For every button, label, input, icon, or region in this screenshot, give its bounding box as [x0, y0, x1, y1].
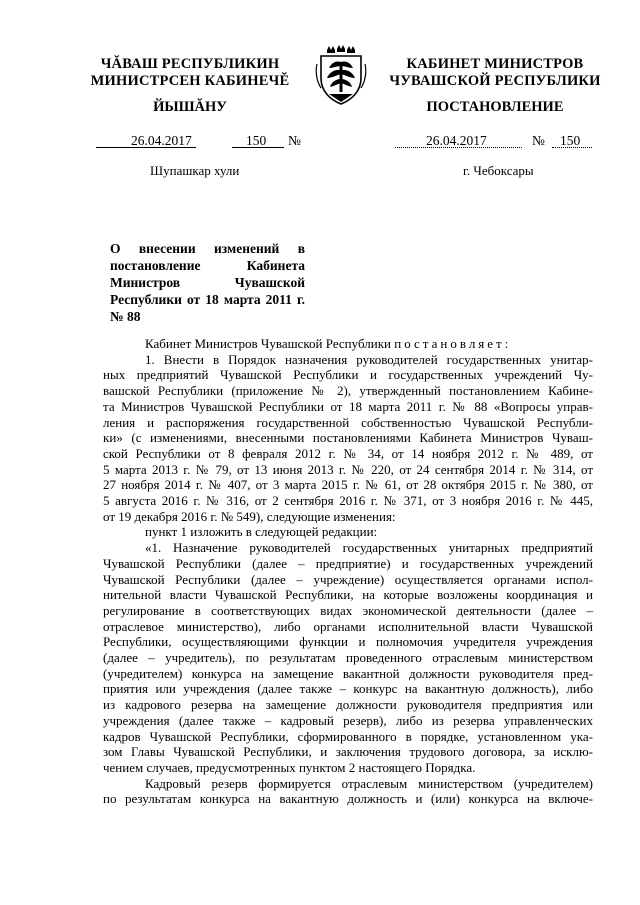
left-number: 150	[246, 133, 267, 148]
doc-type-left: ЙЫШĂНУ	[153, 99, 227, 115]
text-line: регулирование в соответствующих видах экономической деятельности (далее –	[103, 602, 593, 618]
text-line: из кадрового резерва на замещение должности руководителя предприятия или	[103, 697, 593, 713]
text-line: отраслевое министерство), либо органами исполнительной власти Чувашской	[103, 618, 593, 634]
left-date: 26.04.2017	[131, 133, 192, 148]
text-line: 27 ноября 2014 г. № 407, от 3 марта 2015 г. № 61, от 28 октября 2015 г. № 380, от	[103, 477, 593, 493]
right-number-sign: №	[532, 133, 545, 148]
left-number-sign: №	[288, 133, 301, 148]
chuvash-coat-of-arms-icon	[315, 44, 367, 108]
text-line: зом Главы Чувашской Республики, и заключения трудового договора, за исклю-	[103, 744, 593, 760]
paragraph-2: пункт 1 изложить в следующей редакции:	[145, 524, 378, 540]
text-line: приятия или учреждения (далее также – конкурс на вакантную должность), либо	[103, 681, 593, 697]
right-number: 150	[560, 133, 581, 148]
text-line: 5 марта 2013 г. № 79, от 13 июня 2013 г. № 220, от 24 сентября 2014 г. № 314, от	[103, 461, 593, 477]
text-line: вашской Республики (приложение № 2), утвержденный постановлением Кабине-	[103, 383, 593, 399]
left-number-underline	[232, 147, 284, 148]
text-line: (далее – учредитель), по результатам проведенного отраслевым министерством	[103, 650, 593, 666]
left-date-underline	[96, 147, 196, 148]
preamble-postanovlyaet: постановляет:	[394, 336, 512, 351]
text-line: ки» (с изменениями, внесенными постановлениями Кабинета Министров Чуваш-	[103, 430, 593, 446]
header-left-line1: ЧĂВАШ РЕСПУБЛИКИН	[100, 56, 280, 72]
right-date: 26.04.2017	[426, 133, 487, 148]
preamble-text: Кабинет Министров Чувашской Республики	[145, 336, 391, 351]
header-right	[380, 56, 610, 90]
text-line: (учредителем) конкурса на замещение вакантной должности руководителя пред-	[103, 665, 593, 681]
header-right-line2: ЧУВАШСКОЙ РЕСПУБЛИКИ	[389, 73, 601, 89]
header-left-line2: МИНИСТРСЕН КАБИНЕЧĔ	[90, 73, 290, 89]
text-line: по результатам конкурса на вакантную должность и (или) конкурса на включе-	[103, 791, 593, 807]
text-line: 5 августа 2016 г. № 316, от 2 сентября 2016 г. № 371, от 3 ноября 2016 г. № 445,	[103, 493, 593, 509]
dateline	[0, 133, 640, 151]
text-line: Чувашской Республики (далее – предприятие) и государственных учреждений	[103, 555, 593, 571]
text-line: нительной власти Чувашской Республики, на которые возложены координация и	[103, 587, 593, 603]
text-line: 1. Внести в Порядок назначения руководителей государственных унитар-	[145, 351, 593, 367]
text-line: кадров Чувашской Республики, сформированного в порядке, установленном ука-	[103, 728, 593, 744]
paragraph-1	[103, 352, 593, 525]
doc-type-right: ПОСТАНОВЛЕНИЕ	[426, 99, 564, 115]
document-body	[103, 336, 593, 807]
city-left: Шупашкар хули	[150, 163, 240, 178]
text-line: Кадровый резерв формируется отраслевым министерством (учредителем)	[145, 775, 593, 791]
header-left	[85, 56, 295, 90]
paragraph-4	[103, 776, 593, 807]
paragraph-3	[103, 540, 593, 776]
text-line: ных предприятий Чувашской Республики и государственных учреждений Чу-	[103, 367, 593, 383]
text-line: чением случаев, предусмотренных пунктом 2 настоящего Порядка.	[103, 759, 476, 775]
right-number-underline	[552, 147, 592, 148]
paragraph-preamble	[103, 336, 593, 352]
text-line: Чувашской Республики (далее – учреждение) осуществляется органами испол-	[103, 571, 593, 587]
document-title: О внесении изменений в постановление Кабинета Министров Чувашской Республики от 18 марта 2011 г. № 88	[110, 241, 305, 324]
header-right-line1: КАБИНЕТ МИНИСТРОВ	[406, 56, 584, 72]
right-date-underline	[395, 147, 522, 148]
text-line: Республики, осуществляющими функции и полномочия учредителя учреждения	[103, 634, 593, 650]
text-line: учреждения (далее также – кадровый резерв), либо из резерва управленческих	[103, 712, 593, 728]
text-line: ления и распоряжения государственной собственностью Чувашской Республи-	[103, 414, 593, 430]
text-line: «1. Назначение руководителей государственных унитарных предприятий	[145, 540, 593, 556]
text-line: та Министров Чувашской Республики от 18 марта 2011 г. № 88 «Вопросы управ-	[103, 398, 593, 414]
text-line: ской Республики от 8 февраля 2012 г. № 34, от 14 ноября 2012 г. № 489, от	[103, 445, 593, 461]
city-right: г. Чебоксары	[463, 163, 534, 178]
text-line: от 19 декабря 2016 г. № 549), следующие изменения:	[103, 508, 396, 524]
